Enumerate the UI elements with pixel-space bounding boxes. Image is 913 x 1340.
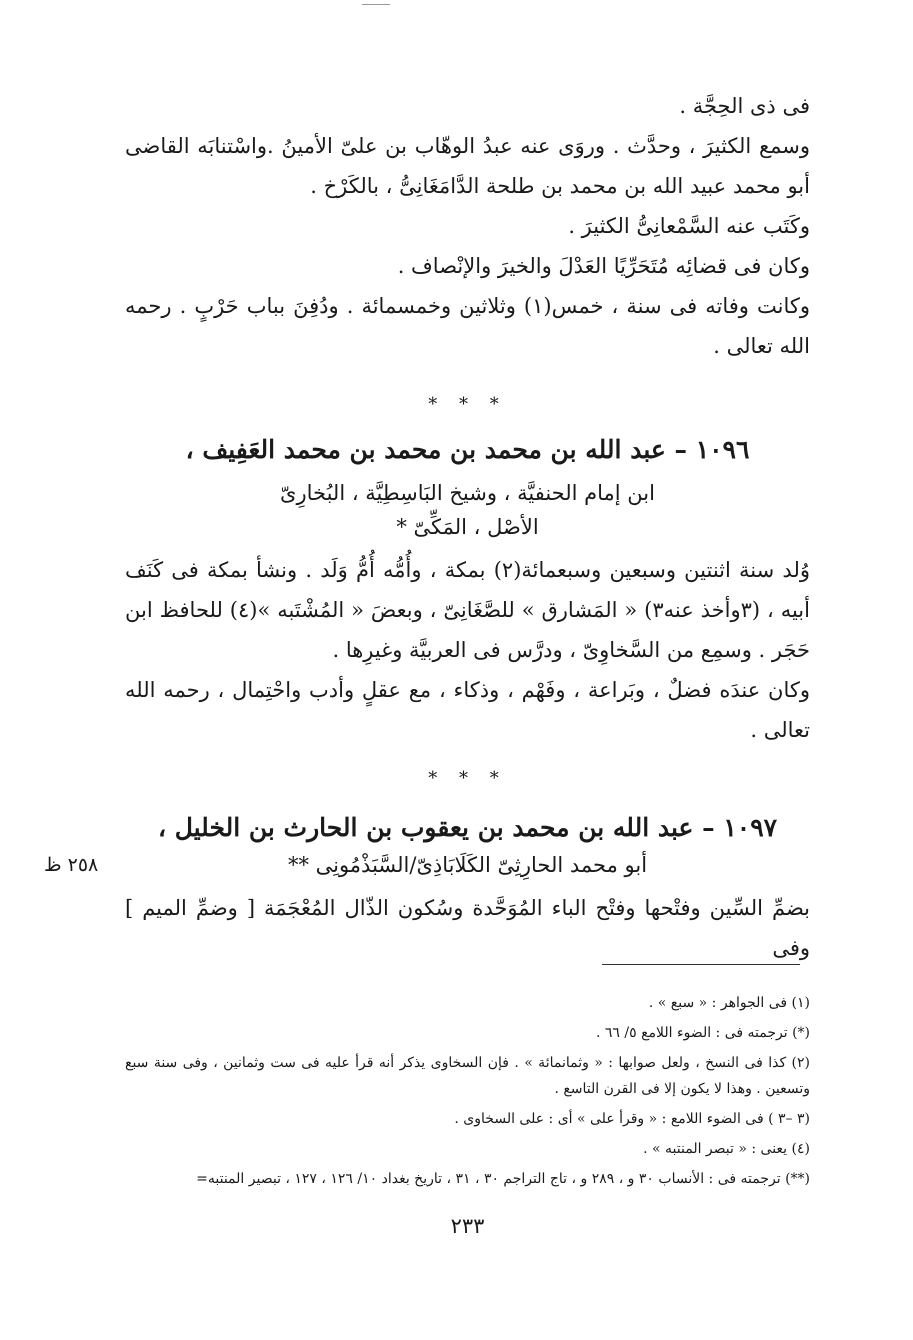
- footnote: (*) ترجمته فى : الضوء اللامع ٥/ ٦٦ .: [595, 1025, 810, 1041]
- paragraph: وكان عندَه فضلٌ ، وبَراعة ، وفَهْم ، وذكاء ، مع عقلٍ وأدب واحْتِمال ، رحمه الله تعالى .: [125, 678, 810, 742]
- entry-1096-body: [125, 550, 810, 750]
- footnote: (**) ترجمته فى : الأنساب ٣٠ و ، ٢٨٩ و ، تاج التراجم ٣٠ ، ٣١ ، تاريخ بغداد ١٠/ ١٢٦ ، ١٢٧ ، تبصير المنتبه=: [196, 1171, 810, 1187]
- entry-1096-subtitle: ابن إمام الحنفيَّة ، وشيخ البَاسِطِيَّة ، البُخارِىّ: [280, 481, 655, 505]
- entry-1096-title: ١٠٩٦ – عبد الله بن محمد بن محمد بن محمد العَفِيف ،: [185, 435, 750, 464]
- paragraph: بضمِّ السِّين وفتْحها وفتْح الباء المُوَحَّدة وسُكون الذّال المُعْجَمَة [ وضمِّ الميم ] وفى: [125, 896, 810, 960]
- footnote: (٤) يعنى : « تبصر المنتبه » .: [643, 1141, 810, 1157]
- paragraph: وُلد سنة اثنتين وسبعين وسبعمائة(٢) بمكة ، وأُمُّه أُمُّ وَلَد . ونشأ بمكة فى كَنَف أبيه ، (٣وأخذ عنه٣) « المَشارق » للصَّغَانِىّ ، وبعضَ « المُشْتَبه »(٤) للحافظ ابن حَجَر . وسمِع من السَّخاوِىّ ، ودرَّس فى العربيَّة وغيرِها .: [125, 558, 810, 662]
- paragraph: وكان فى قضائِه مُتَحَرِّيًا العَدْلَ والخيرَ والإنْصاف .: [397, 254, 810, 278]
- footnotes: [125, 990, 810, 1196]
- footnote: (٢) كذا فى النسخ ، ولعل صوابها : « وثمانمائة » . فإن السخاوى يذكر أنه قرأ عليه فى ست وثمانين ، وفى سنة سبع وتسعين . وهذا لا يكون إلا فى القرن التاسع .: [125, 1055, 810, 1097]
- section-separator: * * *: [428, 768, 507, 789]
- paragraph: فى ذى الحِجَّة .: [679, 94, 810, 118]
- footnote: (١) فى الجواهر : « سبع » .: [648, 995, 810, 1011]
- paragraph: وكانت وفاته فى سنة ، خمس(١) وثلاثين وخمسمائة . ودُفِنَ بباب حَرْبٍ . رحمه الله تعالى .: [125, 294, 810, 358]
- paragraph: وكَتَب عنه السَّمْعانِىُّ الكثيرَ .: [568, 214, 810, 238]
- footnote: (٣ –٣ ) فى الضوء اللامع : « وقرأ على » أى : على السخاوى .: [454, 1111, 810, 1127]
- section-separator: * * *: [428, 394, 507, 415]
- entry-1097-body: [125, 888, 810, 968]
- entry-1097-subtitle: أبو محمد الحارِثِىّ الكَلَابَاذِىّ/السَّبَذْمُونِى **: [287, 853, 648, 877]
- entry-prev-body: [125, 86, 810, 366]
- page-number: ٢٣٣: [450, 1214, 485, 1238]
- top-rule: [362, 4, 390, 5]
- entry-1097-title: ١٠٩٧ – عبد الله بن محمد بن يعقوب بن الحارث بن الخليل ،: [157, 813, 778, 842]
- entry-1096-subtitle: الأصْل ، المَكِّىّ *: [396, 515, 539, 539]
- paragraph: وسمع الكثيرَ ، وحدَّث . وروَى عنه عبدُ الوهّاب بن علىّ الأمينُ .واسْتنابَه القاضى أبو محمد عبيد الله بن محمد بن طلحة الدَّامَغَانِىُّ ، بالكَرْخ .: [125, 134, 810, 198]
- footnote-rule: [602, 964, 800, 965]
- margin-folio-note: ٢٥٨ ظ: [44, 854, 99, 876]
